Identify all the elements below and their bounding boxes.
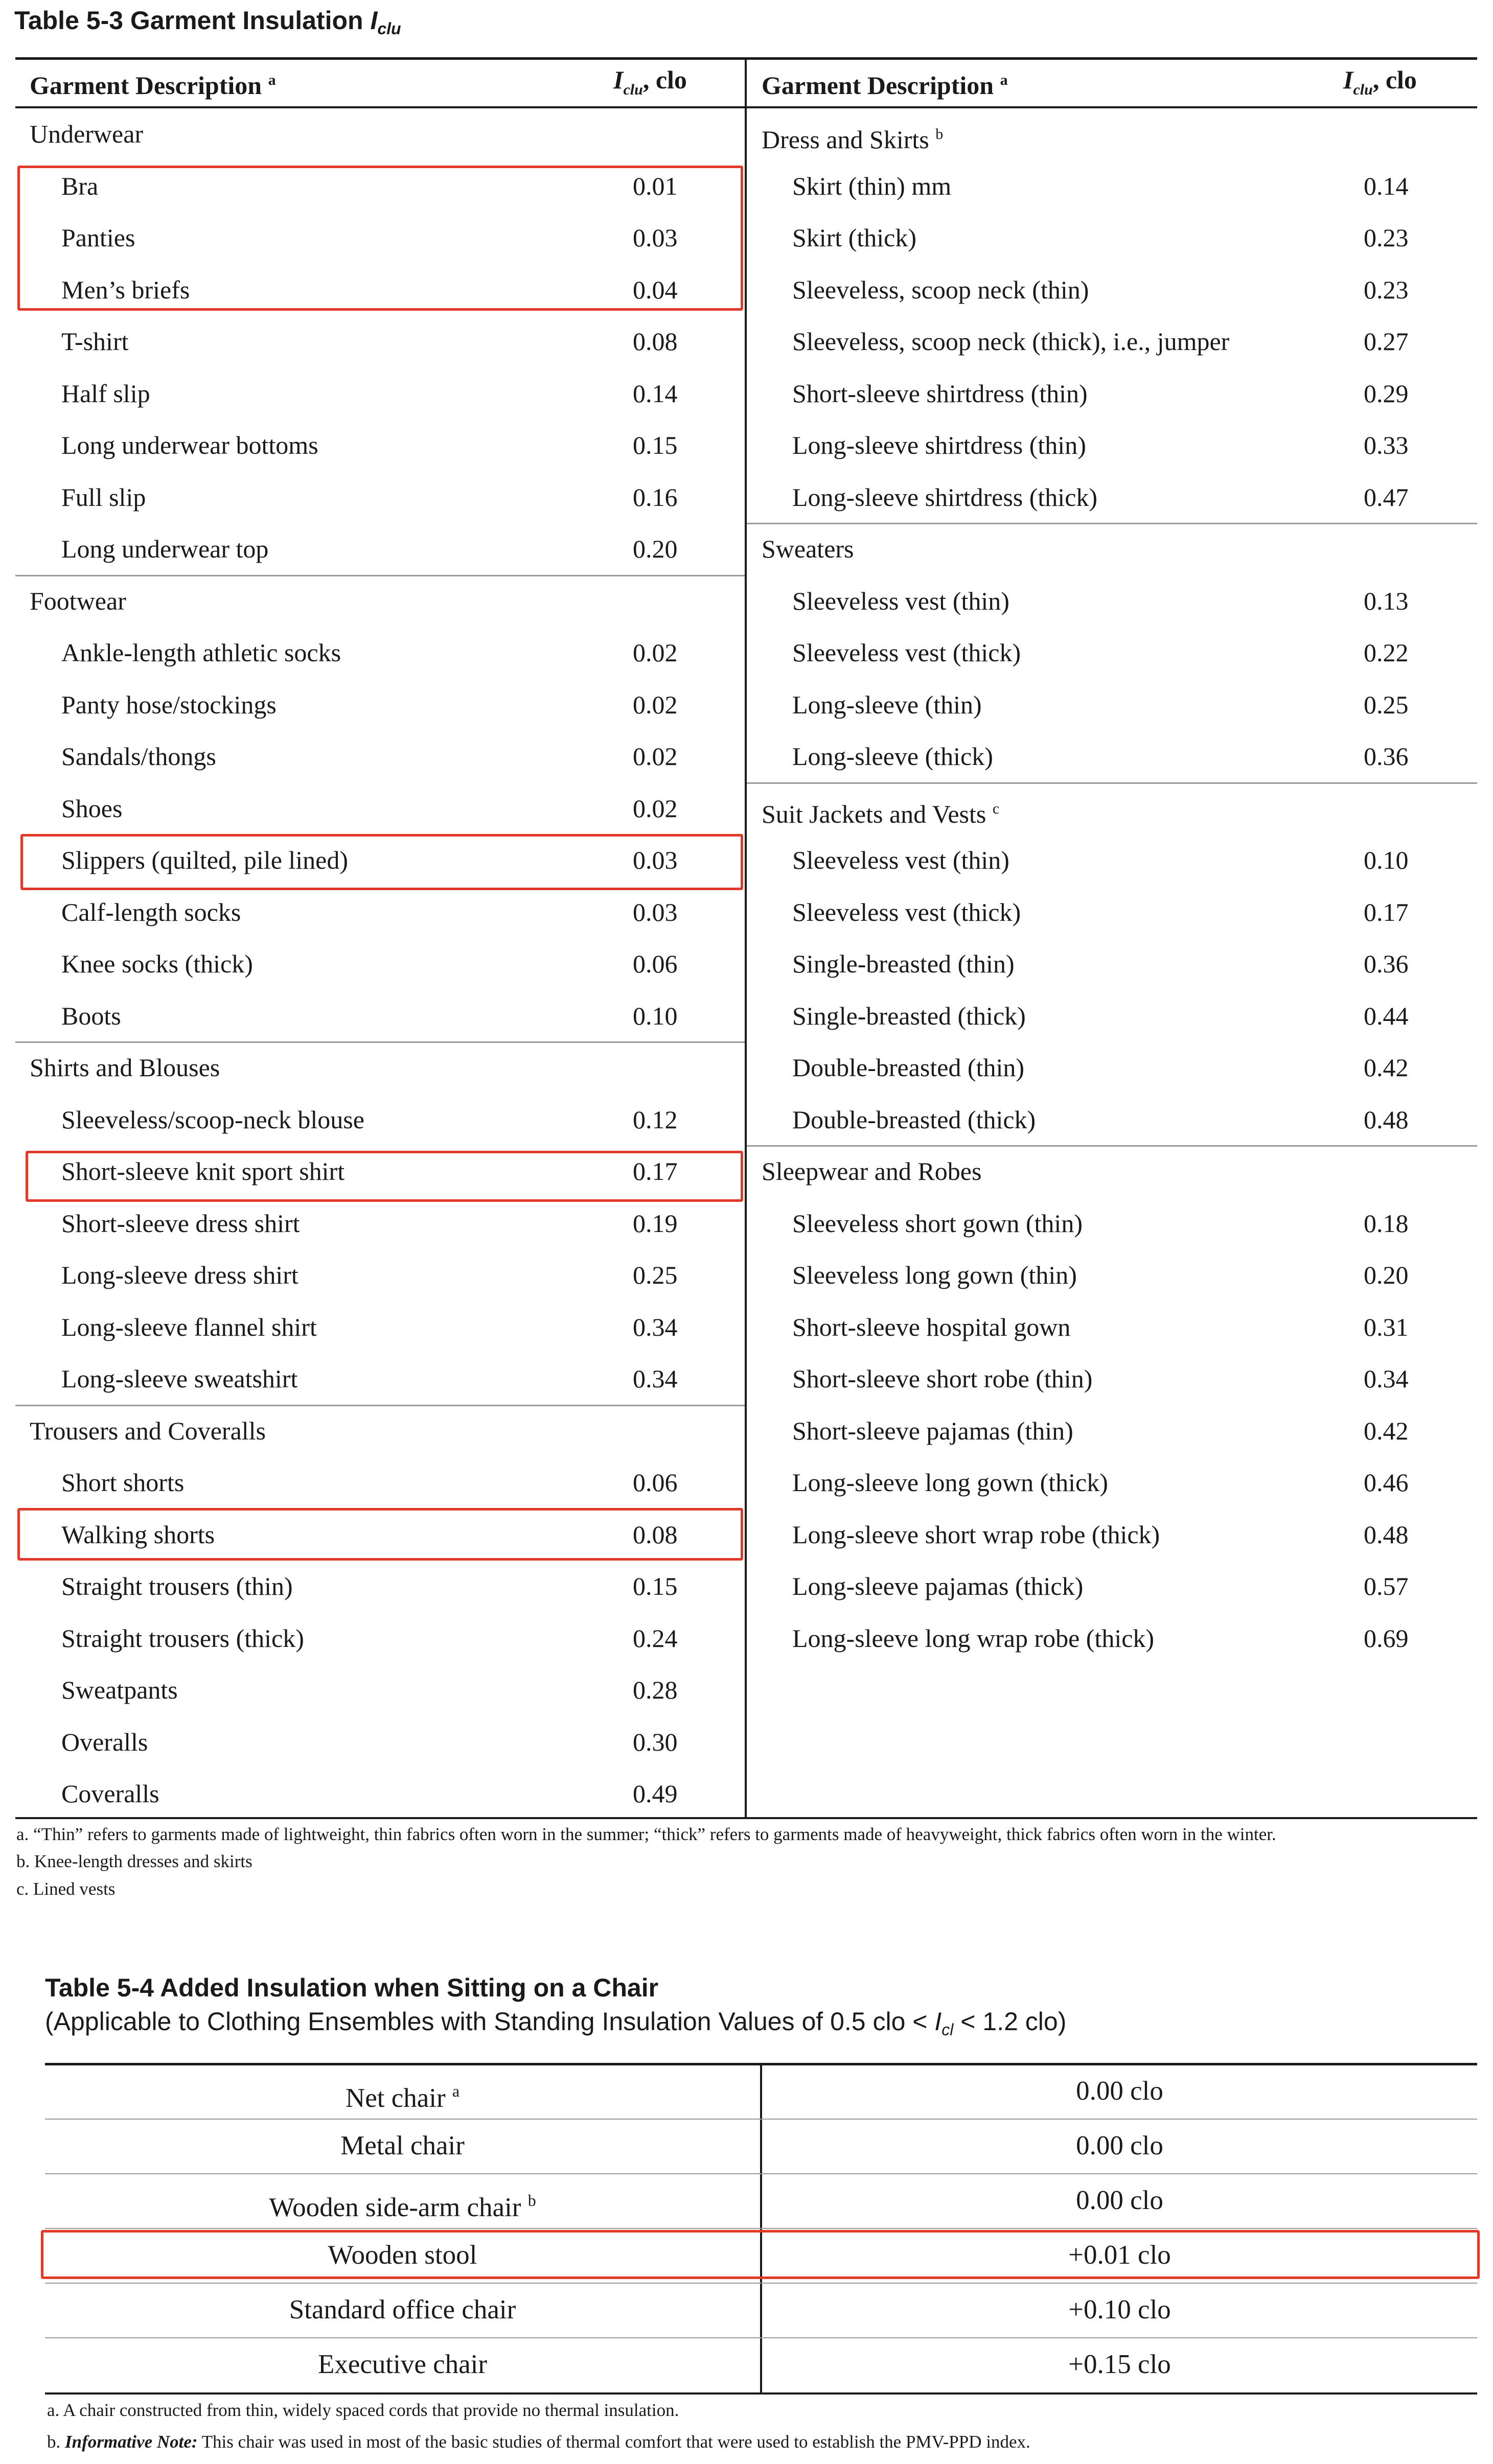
clo-value: 0.36 xyxy=(1364,949,1409,978)
garment-label: Shoes xyxy=(61,794,123,823)
garment-label: Skirt (thin) mm xyxy=(792,172,952,200)
clo-value: 0.06 xyxy=(633,949,678,978)
clo-value: 0.12 xyxy=(633,1105,678,1134)
table53-title: Table 5-3 Garment Insulation $I_{clu}$ xyxy=(14,6,401,38)
section-divider xyxy=(15,1041,745,1043)
clo-value: 0.18 xyxy=(1364,1209,1409,1238)
clo-value: 0.02 xyxy=(633,742,678,771)
garment-label: Sleeveless long gown (thin) xyxy=(792,1261,1077,1289)
clo-value: 0.28 xyxy=(633,1676,678,1704)
clo-value: 0.34 xyxy=(633,1364,678,1393)
garment-label: Long-sleeve long wrap robe (thick) xyxy=(792,1624,1155,1653)
clo-value: 0.27 xyxy=(1364,327,1409,356)
garment-label: Long-sleeve dress shirt xyxy=(61,1261,298,1289)
garment-label: Sleeveless, scoop neck (thick), i.e., jumper xyxy=(792,327,1230,356)
category-label: Underwear xyxy=(30,120,144,148)
added-insulation-value: +0.15 clo xyxy=(1068,2350,1171,2379)
garment-label: Double-breasted (thin) xyxy=(792,1053,1025,1082)
garment-label: Half slip xyxy=(61,379,150,408)
clo-value: 0.01 xyxy=(633,172,678,200)
chair-type: Executive chair xyxy=(317,2350,488,2379)
garment-label: Coveralls xyxy=(61,1779,159,1808)
garment-label: Short-sleeve hospital gown xyxy=(792,1313,1071,1341)
clo-value: 0.33 xyxy=(1364,431,1409,459)
clo-value: 0.44 xyxy=(1364,1002,1409,1030)
chair-type: Standard office chair xyxy=(289,2295,516,2324)
garment-label: Sleeveless vest (thick) xyxy=(792,638,1021,667)
clo-value: 0.47 xyxy=(1364,483,1409,512)
clo-value: 0.23 xyxy=(1364,223,1409,252)
clo-value: 0.16 xyxy=(633,483,678,512)
garment-label: Calf-length socks xyxy=(61,898,241,926)
table54-subtitle: (Applicable to Clothing Ensembles with Standing Insulation Values of 0.5 clo < $I_{cl} < 1.2$ clo) xyxy=(45,2007,1067,2039)
header-value-left: $I_{clu}$, clo xyxy=(613,65,687,98)
header-desc-right: Garment Description $^a$ xyxy=(762,71,1008,100)
row-divider xyxy=(45,2283,1477,2284)
category-label: Trousers and Coveralls xyxy=(30,1416,266,1445)
clo-value: 0.02 xyxy=(633,638,678,667)
clo-value: 0.17 xyxy=(633,1157,678,1185)
highlight-box-walking-shorts xyxy=(17,1508,743,1561)
added-insulation-value: 0.00 clo xyxy=(1076,2131,1163,2160)
table54-footnote-b: b. Informative Note: This chair was used in most of the basic studies of thermal comfort that were used to establish the PMV-PPD index. xyxy=(47,2432,1030,2452)
garment-label: Single-breasted (thin) xyxy=(792,949,1015,978)
garment-label: Men’s briefs xyxy=(61,275,190,304)
garment-label: Single-breasted (thick) xyxy=(792,1002,1026,1030)
garment-label: Sleeveless short gown (thin) xyxy=(792,1209,1083,1238)
garment-label: Walking shorts xyxy=(61,1520,215,1549)
garment-label: Sandals/thongs xyxy=(61,742,216,771)
garment-label: Knee socks (thick) xyxy=(61,949,253,978)
clo-value: 0.17 xyxy=(1364,898,1409,926)
clo-value: 0.48 xyxy=(1364,1105,1409,1134)
garment-label: Short-sleeve dress shirt xyxy=(61,1209,300,1238)
header-value-right: $I_{clu}$, clo xyxy=(1343,65,1417,98)
table54-footnote-a: a. A chair constructed from thin, widely spaced cords that provide no thermal insulation. xyxy=(47,2400,679,2420)
garment-label: Long-sleeve long gown (thick) xyxy=(792,1468,1108,1497)
clo-value: 0.15 xyxy=(633,1572,678,1600)
clo-value: 0.42 xyxy=(1364,1416,1409,1445)
section-divider xyxy=(15,1405,745,1406)
section-divider xyxy=(747,1145,1477,1147)
garment-label: Straight trousers (thick) xyxy=(61,1624,304,1653)
category-label: Footwear xyxy=(30,587,126,615)
clo-value: 0.29 xyxy=(1364,379,1409,408)
clo-value: 0.10 xyxy=(633,1002,678,1030)
clo-value: 0.03 xyxy=(633,846,678,874)
clo-value: 0.36 xyxy=(1364,742,1409,771)
garment-label: Slippers (quilted, pile lined) xyxy=(61,846,349,874)
chair-type: Net chair $^a$ xyxy=(345,2082,460,2113)
garment-label: T-shirt xyxy=(61,327,129,356)
table54-title: Table 5-4 Added Insulation when Sitting on a Chair xyxy=(45,1973,659,2002)
garment-label: Sleeveless, scoop neck (thin) xyxy=(792,275,1089,304)
garment-label: Skirt (thick) xyxy=(792,223,917,252)
clo-value: 0.22 xyxy=(1364,638,1409,667)
clo-value: 0.69 xyxy=(1364,1624,1409,1653)
garment-label: Long-sleeve pajamas (thick) xyxy=(792,1572,1084,1600)
garment-label: Sleeveless/scoop-neck blouse xyxy=(61,1105,364,1134)
section-divider xyxy=(747,782,1477,784)
garment-label: Long-sleeve (thick) xyxy=(792,742,993,771)
clo-value: 0.46 xyxy=(1364,1468,1409,1497)
highlight-box-slippers xyxy=(20,834,743,890)
garment-label: Short-sleeve shirtdress (thin) xyxy=(792,379,1088,408)
garment-label: Full slip xyxy=(61,483,146,512)
clo-value: 0.25 xyxy=(633,1261,678,1289)
category-label: Suit Jackets and Vests $^c$ xyxy=(762,800,1000,828)
clo-value: 0.20 xyxy=(633,534,678,563)
garment-label: Sleeveless vest (thick) xyxy=(792,898,1021,926)
category-label: Shirts and Blouses xyxy=(30,1053,220,1082)
clo-value: 0.19 xyxy=(633,1209,678,1238)
garment-label: Long-sleeve shirtdress (thick) xyxy=(792,483,1098,512)
category-label: Sleepwear and Robes xyxy=(762,1157,982,1185)
clo-value: 0.08 xyxy=(633,327,678,356)
clo-value: 0.34 xyxy=(633,1313,678,1341)
category-label: Dress and Skirts $^b$ xyxy=(762,125,944,154)
clo-value: 0.34 xyxy=(1364,1364,1409,1393)
garment-label: Long-sleeve short wrap robe (thick) xyxy=(792,1520,1160,1549)
clo-value: 0.03 xyxy=(633,898,678,926)
chair-type: Wooden stool xyxy=(328,2240,477,2270)
row-divider xyxy=(45,2119,1477,2120)
garment-label: Short-sleeve short robe (thin) xyxy=(792,1364,1093,1393)
garment-label: Bra xyxy=(61,172,99,200)
clo-value: 0.31 xyxy=(1364,1313,1409,1341)
highlight-box-sport-shirt xyxy=(26,1151,743,1202)
clo-value: 0.06 xyxy=(633,1468,678,1497)
clo-value: 0.57 xyxy=(1364,1572,1409,1600)
header-desc-left: Garment Description $^a$ xyxy=(30,71,276,100)
garment-label: Straight trousers (thin) xyxy=(61,1572,293,1600)
garment-label: Long-sleeve shirtdress (thin) xyxy=(792,431,1086,459)
table53-column-divider xyxy=(745,57,747,1819)
garment-label: Long-sleeve sweatshirt xyxy=(61,1364,298,1393)
chair-type: Metal chair xyxy=(340,2131,465,2160)
clo-value: 0.48 xyxy=(1364,1520,1409,1549)
clo-value: 0.10 xyxy=(1364,846,1409,874)
clo-value: 0.03 xyxy=(633,223,678,252)
clo-value: 0.15 xyxy=(633,431,678,459)
section-divider xyxy=(15,575,745,576)
added-insulation-value: 0.00 clo xyxy=(1076,2186,1163,2215)
garment-label: Double-breasted (thick) xyxy=(792,1105,1036,1134)
table53-footnote-a: a. “Thin” refers to garments made of lightweight, thin fabrics often worn in the summer; “thick” refers to garments made of heavyweight, thick fabrics often worn in the winter. xyxy=(16,1824,1276,1844)
clo-value: 0.14 xyxy=(1364,172,1409,200)
highlight-box-wooden-stool xyxy=(41,2230,1480,2279)
section-divider xyxy=(747,523,1477,524)
garment-label: Panties xyxy=(61,223,135,252)
garment-label: Short-sleeve pajamas (thin) xyxy=(792,1416,1073,1445)
highlight-box-underwear xyxy=(17,166,743,311)
garment-label: Sleeveless vest (thin) xyxy=(792,587,1009,615)
garment-label: Boots xyxy=(61,1002,121,1030)
garment-label: Long underwear top xyxy=(61,534,269,563)
clo-value: 0.42 xyxy=(1364,1053,1409,1082)
added-insulation-value: 0.00 clo xyxy=(1076,2076,1163,2106)
row-divider xyxy=(45,2228,1477,2229)
clo-value: 0.30 xyxy=(633,1728,678,1756)
row-divider xyxy=(45,2337,1477,2338)
clo-value: 0.23 xyxy=(1364,275,1409,304)
table53-footnote-c: c. Lined vests xyxy=(16,1879,116,1899)
clo-value: 0.02 xyxy=(633,794,678,823)
clo-value: 0.02 xyxy=(633,690,678,719)
garment-label: Ankle-length athletic socks xyxy=(61,638,341,667)
clo-value: 0.04 xyxy=(633,275,678,304)
row-divider xyxy=(45,2173,1477,2174)
added-insulation-value: +0.10 clo xyxy=(1068,2295,1171,2324)
clo-value: 0.14 xyxy=(633,379,678,408)
garment-label: Short-sleeve knit sport shirt xyxy=(61,1157,345,1185)
chair-type: Wooden side-arm chair $^b$ xyxy=(269,2191,536,2222)
garment-label: Long-sleeve flannel shirt xyxy=(61,1313,317,1341)
table53-footnote-b: b. Knee-length dresses and skirts xyxy=(16,1851,252,1871)
garment-label: Short shorts xyxy=(61,1468,185,1497)
clo-value: 0.13 xyxy=(1364,587,1409,615)
category-label: Sweaters xyxy=(762,534,854,563)
garment-label: Sweatpants xyxy=(61,1676,178,1704)
garment-label: Overalls xyxy=(61,1728,148,1756)
added-insulation-value: +0.01 clo xyxy=(1068,2240,1171,2270)
clo-value: 0.08 xyxy=(633,1520,678,1549)
garment-label: Long underwear bottoms xyxy=(61,431,318,459)
garment-label: Sleeveless vest (thin) xyxy=(792,846,1009,874)
clo-value: 0.24 xyxy=(633,1624,678,1653)
clo-value: 0.20 xyxy=(1364,1261,1409,1289)
garment-label: Panty hose/stockings xyxy=(61,690,277,719)
clo-value: 0.25 xyxy=(1364,690,1409,719)
clo-value: 0.49 xyxy=(633,1779,678,1808)
garment-label: Long-sleeve (thin) xyxy=(792,690,982,719)
